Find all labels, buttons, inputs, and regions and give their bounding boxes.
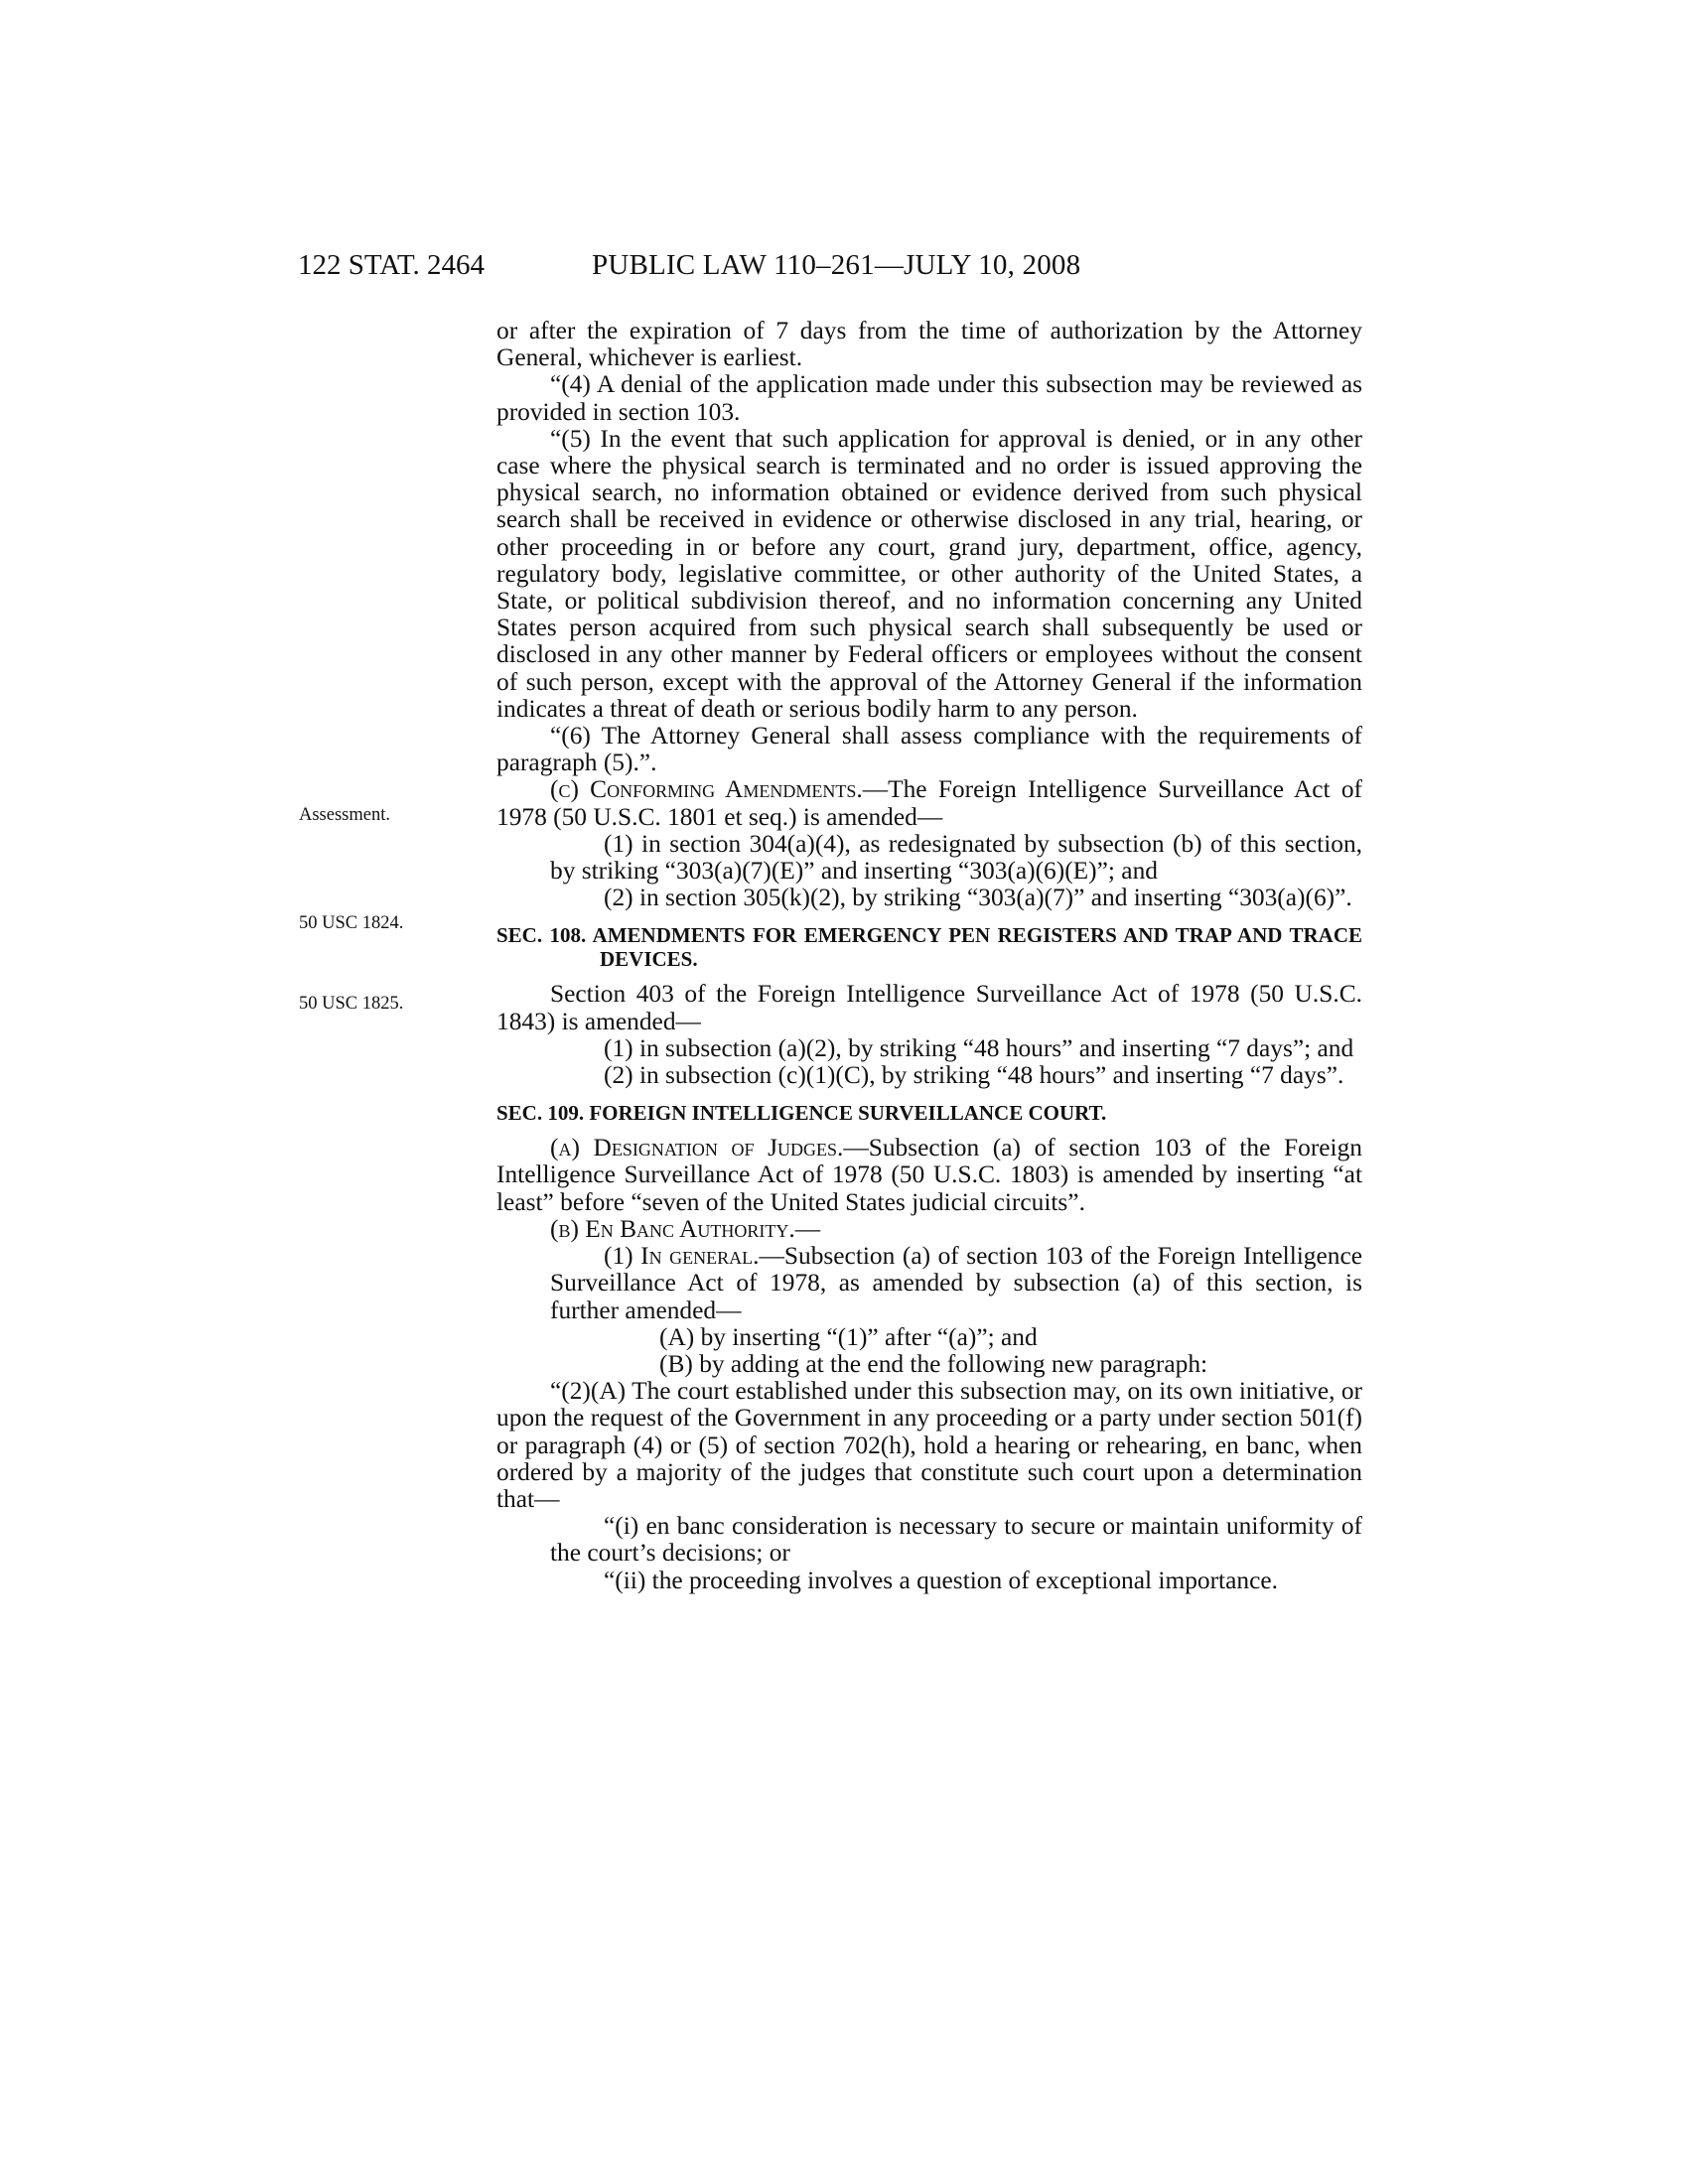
subsection-c-heading: (c) Conforming Amendments. xyxy=(550,775,863,804)
running-header-title: PUBLIC LAW 110–261—JULY 10, 2008 xyxy=(592,249,1081,281)
subsection-c xyxy=(496,776,1362,830)
subparagraph-a: (A) by inserting “(1)” after “(a)”; and xyxy=(659,1322,1038,1351)
subsection-c-text: —The Foreign Intelligence Surveillance Act of 1978 (50 U.S.C. 1801 et seq.) is amended— xyxy=(496,775,1363,831)
section-108-intro: Section 403 of the Foreign Intelligence Surveillance Act of 1978 (50 U.S.C. 1843) is amended— xyxy=(496,980,1362,1035)
margin-note-50-usc-1824: 50 USC 1824. xyxy=(299,913,404,933)
paragraph-continuation: or after the expiration of 7 days from the time of authorization by the Attorney General, whichever is earliest. xyxy=(496,317,1362,372)
subsection-a-heading: (a) Designation of Judges. xyxy=(550,1134,844,1162)
paragraph-2a: “(2)(A) The court established under this subsection may, on its own initiative, or upon the request of the Government in any proceeding or a party under section 501(f) or paragraph (4) or (5) of section 702(h), hold a hearing or rehearing, en banc, when ordered by a majority of the judges that constitute such court upon a determination that— xyxy=(496,1377,1362,1513)
paragraph-4: “(4) A denial of the application made under this subsection may be reviewed as provided in section 103. xyxy=(496,370,1362,426)
subsection-c-item-2: (2) in section 305(k)(2), by striking “303(a)(7)” and inserting “303(a)(6)”. xyxy=(604,884,1352,912)
subsection-c-item-1: (1) in section 304(a)(4), as redesignated by subsection (b) of this section, by striking “303(a)(7)(E)” and inserting “303(a)(6)(E)”; and xyxy=(550,829,1362,886)
subsection-b xyxy=(496,1216,1362,1243)
paragraph-6: “(6) The Attorney General shall assess compliance with the requirements of paragraph (5).”. xyxy=(496,722,1362,777)
subsection-a-text: —Subsection (a) of section 103 of the Foreign Intelligence Surveillance Act of 1978 (50 U.S.C. 1803) is amended by inserting “at least” before “seven of the United States judicial circuits”. xyxy=(496,1134,1362,1216)
margin-note-50-usc-1825: 50 USC 1825. xyxy=(299,994,404,1014)
margin-note-assessment: Assessment. xyxy=(299,805,390,825)
subsection-b-text: — xyxy=(794,1214,821,1243)
subsection-b-paragraph-1-text: —Subsection (a) of section 103 of the Foreign Intelligence Surveillance Act of 1978, as amended by subsection (a) of this section, is further amended— xyxy=(550,1242,1363,1324)
body-text-column xyxy=(496,318,1362,1594)
section-108-heading: SEC. 108. AMENDMENTS FOR EMERGENCY PEN REGISTERS AND TRAP AND TRACE DEVICES. xyxy=(496,923,1362,972)
section-108-item-2: (2) in subsection (c)(1)(C), by striking “48 hours” and inserting “7 days”. xyxy=(604,1061,1344,1090)
subparagraph-b: (B) by adding at the end the following new paragraph: xyxy=(659,1349,1208,1378)
clause-ii: “(ii) the proceeding involves a question of exceptional importance. xyxy=(604,1566,1278,1594)
statute-page-number: 122 STAT. 2464 xyxy=(298,249,486,281)
section-108-item-1: (1) in subsection (a)(2), by striking “48 hours” and inserting “7 days”; and xyxy=(604,1033,1354,1062)
subsection-b-paragraph-1-heading: (1) In general. xyxy=(604,1242,760,1271)
subsection-b-paragraph-1 xyxy=(496,1243,1362,1324)
clause-i: “(i) en banc consideration is necessary to secure or maintain uniformity of the court’s decisions; or xyxy=(550,1512,1362,1568)
section-109-heading: SEC. 109. FOREIGN INTELLIGENCE SURVEILLANCE COURT. xyxy=(496,1101,1107,1126)
paragraph-5: “(5) In the event that such application for approval is denied, or in any other case where the physical search is terminated and no order is issued approving the physical search, no information obtained or evidence derived from such physical search shall be received in evidence or otherwise disclosed in any trial, hearing, or other proceeding in or before any court, grand jury, department, office, agency, regulatory body, legislative committee, or other authority of the United States, a State, or political subdivision thereof, and no information concerning any United States person acquired from such physical search shall subsequently be used or disclosed in any other manner by Federal officers or employees without the consent of such person, except with the approval of the Attorney General if the information indicates a threat of death or serious bodily harm to any person. xyxy=(496,424,1362,723)
subsection-b-heading: (b) En Banc Authority. xyxy=(550,1214,795,1243)
subsection-a xyxy=(496,1135,1362,1216)
